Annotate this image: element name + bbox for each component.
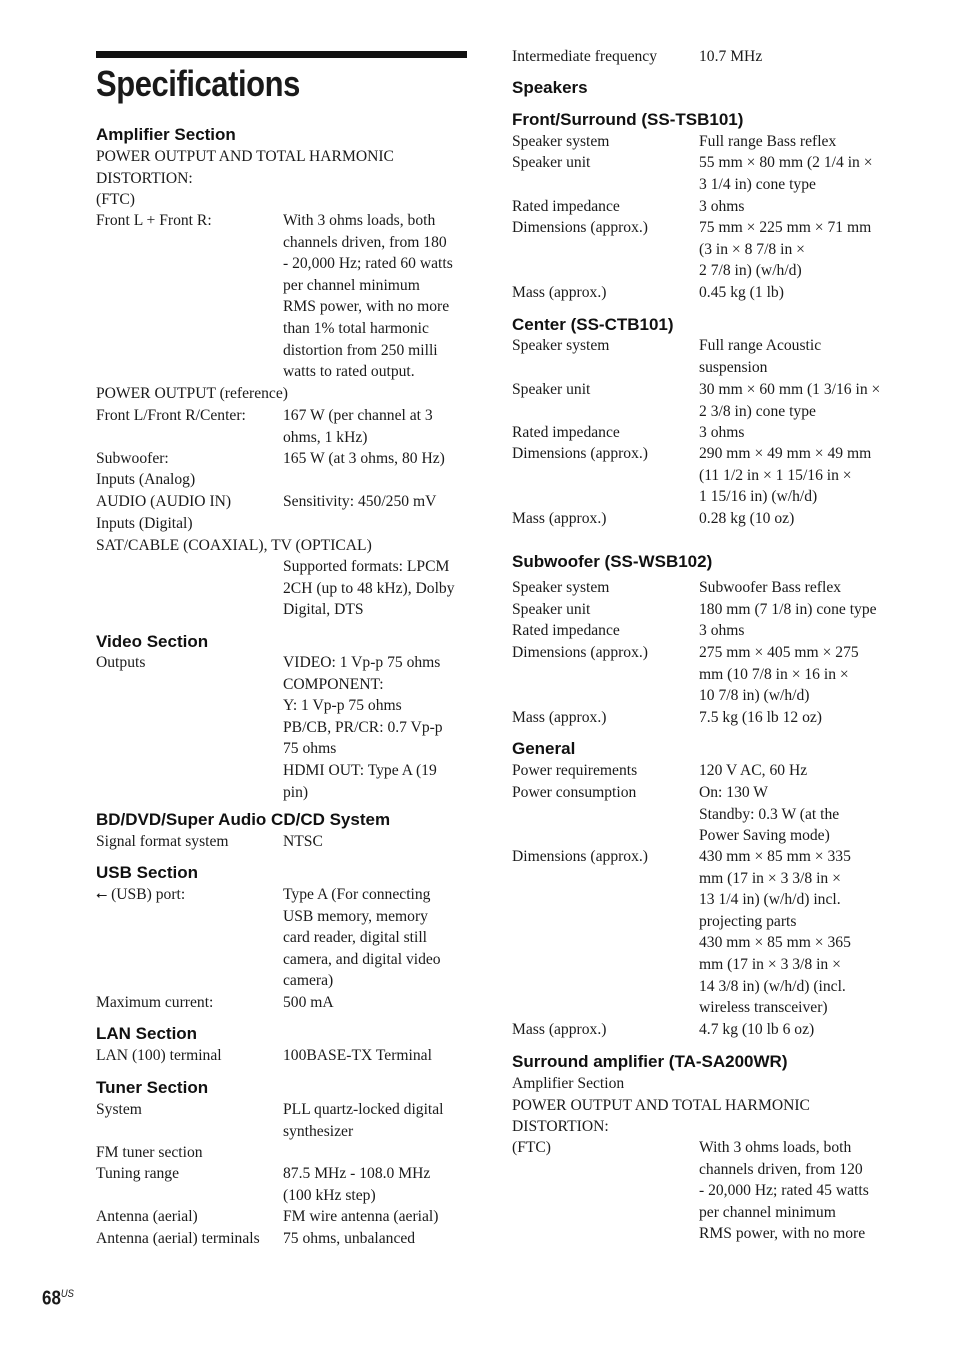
spec-value-line: 13 1/4 in) (w/h/d) incl. [699,891,841,909]
spec-label-text: Front L + Front R: [96,212,212,229]
spec-value-line: On: 130 W [699,784,769,801]
spec-row [512,620,884,642]
spec-text-line: POWER OUTPUT AND TOTAL HARMONIC [512,1096,810,1114]
spec-text-block [96,383,468,405]
section-heading: LAN Section [96,1024,198,1043]
spec-row [96,556,468,621]
spec-value [283,992,468,1014]
spec-value [283,652,468,803]
spec-label [96,448,283,470]
spec-value-line: per channel minimum [699,1203,836,1221]
spec-label [96,405,283,448]
spec-value-line: pin) [283,783,309,801]
spec-label-text: Antenna (aerial) [96,1208,198,1225]
spec-value-line: With 3 ohms loads, both [283,212,436,229]
spec-label [512,760,699,782]
spec-label [512,217,699,282]
spec-label-text: Speaker unit [512,601,591,618]
page-number-value: 68 [42,1287,61,1310]
spec-label-text: Dimensions (approx.) [512,445,648,462]
spec-value-line: 10 7/8 in) (w/h/d) [699,687,810,705]
spec-value-line: 2 7/8 in) (w/h/d) [699,262,802,280]
spec-label [512,46,699,68]
spec-value [283,1206,468,1228]
spec-value [283,1045,468,1067]
spec-label [512,508,699,530]
spec-label-text: Dimensions (approx.) [512,219,648,236]
spec-label [96,1206,283,1228]
spec-label-text: Rated impedance [512,198,620,215]
spec-label [96,1099,283,1142]
spec-value-line: 275 mm × 405 mm × 275 [699,644,859,661]
spec-value-line: camera, and digital video [283,950,441,968]
spec-value-line: 180 mm (7 1/8 in) cone type [699,601,877,618]
spec-value-line: 10.7 MHz [699,48,763,65]
spec-row [512,599,884,621]
spec-value-line: (11 1/2 in × 1 15/16 in × [699,466,852,484]
spec-value-line: Full range Bass reflex [699,133,837,150]
spec-value [699,599,884,621]
spec-value-line: 3 ohms [699,424,745,441]
spec-value-line: synthesizer [283,1122,354,1140]
spec-label-text: Dimensions (approx.) [512,848,648,865]
spec-value-line: projecting parts [699,912,797,930]
spec-value [283,556,468,621]
section-heading: BD/DVD/Super Audio CD/CD System [96,810,391,829]
spec-value-line: COMPONENT: [283,675,384,693]
spec-value-line: mm (10 7/8 in × 16 in × [699,665,849,683]
spec-value-line: Power Saving mode) [699,827,830,845]
spec-label-text: Speaker unit [512,381,591,398]
spec-value [283,1163,468,1206]
spec-row [96,831,468,853]
spec-value-line: 100BASE-TX Terminal [283,1047,432,1064]
spec-label-text: LAN (100) terminal [96,1047,222,1064]
spec-row [512,760,884,782]
spec-row [96,405,468,448]
spec-text-block [512,1073,884,1138]
spec-value-line: distortion from 250 milli [283,341,438,359]
spec-text-block [96,469,468,491]
spec-label-text: Mass (approx.) [512,709,607,726]
spec-value [699,422,884,444]
spec-value-line: 165 W (at 3 ohms, 80 Hz) [283,450,445,467]
spec-row [512,335,884,378]
spec-label [512,782,699,847]
spec-label-text: Mass (approx.) [512,510,607,527]
spec-row [512,1137,884,1245]
spec-label-text: Antenna (aerial) terminals [96,1230,260,1247]
spec-row [512,379,884,422]
spec-value-line: NTSC [283,833,323,850]
spec-text-line: FM tuner section [96,1144,203,1161]
spec-label-text: Power requirements [512,762,638,779]
spec-value-line: 430 mm × 85 mm × 365 [699,934,851,952]
spec-value-line: mm (17 in × 3 3/8 in × [699,869,841,887]
spec-label [512,642,699,707]
spec-label-text: Mass (approx.) [512,284,607,301]
spec-value-line: 3 1/4 in) cone type [699,175,816,193]
spec-value [283,210,468,383]
spec-text-line: DISTORTION: [512,1118,609,1136]
spec-label-text: Tuning range [96,1165,180,1182]
spec-value-line: 30 mm × 60 mm (1 3/16 in × [699,381,881,398]
spec-label-text: (USB) port: [107,886,186,903]
spec-row [96,1206,468,1228]
spec-label [96,491,283,513]
spec-value-line: channels driven, from 120 [699,1160,863,1178]
spec-value-line: With 3 ohms loads, both [699,1139,852,1156]
spec-value-line: (100 kHz step) [283,1186,376,1204]
spec-value [699,1019,884,1041]
spec-value [699,508,884,530]
spec-label [512,846,699,1019]
spec-value-line: PLL quartz-locked digital [283,1101,444,1118]
spec-row [96,1099,468,1142]
spec-value-line: 290 mm × 49 mm × 49 mm [699,445,872,462]
spec-label [512,577,699,599]
page-number [42,1284,74,1310]
spec-label-text: Signal format system [96,833,229,850]
spec-label [512,152,699,195]
spec-label [512,196,699,218]
section-heading: Speakers [512,78,588,97]
spec-value-line: Standby: 0.3 W (at the [699,805,840,823]
spec-value [699,782,884,847]
spec-label [96,884,283,992]
spec-label-text: Outputs [96,654,146,671]
spec-text-line: Inputs (Analog) [96,471,196,488]
spec-text-block [96,146,468,211]
spec-row [512,508,884,530]
spec-value-line: camera) [283,972,334,990]
spec-text-line: (FTC) [96,191,135,209]
spec-label [96,1045,283,1067]
spec-label-text: System [96,1101,142,1118]
spec-row [512,443,884,508]
spec-value-line: Digital, DTS [283,601,364,619]
spec-row [512,282,884,304]
spec-value-line: card reader, digital still [283,929,427,947]
spec-value-line: RMS power, with no more [283,298,450,316]
spec-label [512,131,699,153]
spec-label [96,1228,283,1250]
page-title: Specifications [96,63,300,104]
spec-value-line: 87.5 MHz - 108.0 MHz [283,1165,431,1182]
spec-text-line: Amplifier Section [512,1075,625,1092]
spec-row [96,652,468,803]
spec-value [283,1099,468,1142]
spec-value [283,831,468,853]
section-heading: Amplifier Section [96,125,236,144]
title-rule [96,51,467,58]
spec-value [699,196,884,218]
spec-label [512,282,699,304]
spec-text-line: POWER OUTPUT (reference) [96,385,288,402]
spec-value-line: (3 in × 8 7/8 in × [699,240,805,258]
spec-label-text: Mass (approx.) [512,1021,607,1038]
spec-value-line: Sensitivity: 450/250 mV [283,493,437,510]
spec-label [512,422,699,444]
spec-row [512,422,884,444]
spec-label-text: AUDIO (AUDIO IN) [96,493,232,510]
spec-value [699,335,884,378]
spec-row [512,131,884,153]
spec-value-line: 2CH (up to 48 kHz), Dolby [283,579,455,597]
spec-value [699,707,884,729]
spec-label [96,652,283,803]
spec-label-text: Speaker system [512,337,610,354]
spec-row [96,491,468,513]
spec-value-line: Type A (For connecting [283,886,431,903]
spec-value-line: 0.28 kg (10 oz) [699,510,795,527]
spec-row [512,846,884,1019]
spec-value [283,1228,468,1250]
spec-value-line: 7.5 kg (16 lb 12 oz) [699,709,822,726]
spec-value-line: 430 mm × 85 mm × 335 [699,848,851,865]
spec-label-text: Maximum current: [96,994,214,1011]
spec-value-line: 0.45 kg (1 lb) [699,284,784,301]
spec-value-line: 1 15/16 in) (w/h/d) [699,488,818,506]
spec-value [699,642,884,707]
spec-value-line: ohms, 1 kHz) [283,428,368,446]
spec-row [512,707,884,729]
spec-value [283,491,468,513]
usb-icon: ⭠ [96,887,108,903]
section-heading: Subwoofer (SS-WSB102) [512,552,713,571]
spec-label [96,831,283,853]
spec-value-line: Y: 1 Vp-p 75 ohms [283,697,402,715]
spec-row [512,1019,884,1041]
spec-value [699,217,884,282]
spec-value-line: 14 3/8 in) (w/h/d) (incl. [699,977,846,995]
spec-label [512,335,699,378]
spec-row [512,152,884,195]
spec-value-line: 75 ohms, unbalanced [283,1230,416,1247]
section-heading: Video Section [96,632,209,651]
spec-row [512,642,884,707]
spec-label [96,992,283,1014]
section-heading: Front/Surround (SS-TSB101) [512,110,744,129]
spec-value [699,443,884,508]
spec-value-line: 2 3/8 in) cone type [699,402,816,420]
spec-value-line: 55 mm × 80 mm (2 1/4 in × [699,154,873,171]
spec-label-text: Dimensions (approx.) [512,644,648,661]
spec-value-line: VIDEO: 1 Vp-p 75 ohms [283,654,441,671]
spec-label [512,1137,699,1245]
spec-label [512,379,699,422]
spec-value [699,131,884,153]
spec-value [699,760,884,782]
spec-row [512,782,884,847]
spec-value-line: 75 mm × 225 mm × 71 mm [699,219,872,236]
spec-text-block [96,1142,468,1164]
spec-value-line: suspension [699,358,768,376]
spec-label-text: Speaker system [512,133,610,150]
spec-row [96,992,468,1014]
spec-label [96,1163,283,1206]
page-region-suffix: US [60,1288,74,1300]
spec-value-line: 167 W (per channel at 3 [283,407,433,424]
spec-label [96,210,283,383]
spec-value [699,379,884,422]
spec-label-text: Subwoofer: [96,450,169,467]
spec-label [512,599,699,621]
spec-value-line: - 20,000 Hz; rated 60 watts [283,255,453,273]
spec-label [512,1019,699,1041]
spec-value-line: 3 ohms [699,198,745,215]
spec-label [512,620,699,642]
spec-label-text: Power consumption [512,784,637,801]
spec-value [699,282,884,304]
spec-row [96,1045,468,1067]
spec-value-line: Full range Acoustic [699,337,822,354]
spec-value-line: PB/CB, PR/CR: 0.7 Vp-p [283,718,443,736]
spec-row [512,577,884,599]
spec-value [699,152,884,195]
spec-value-line: 4.7 kg (10 lb 6 oz) [699,1021,815,1038]
spec-label [512,443,699,508]
section-heading: Center (SS-CTB101) [512,315,674,334]
spec-row [512,196,884,218]
spec-label-text: Rated impedance [512,622,620,639]
section-heading: Tuner Section [96,1078,209,1097]
spec-text-line: POWER OUTPUT AND TOTAL HARMONIC [96,148,394,165]
spec-value-line: USB memory, memory [283,907,428,925]
spec-value-line: Subwoofer Bass reflex [699,579,842,596]
spec-label [96,556,283,621]
spec-value-line: mm (17 in × 3 3/8 in × [699,955,841,973]
spec-value [283,448,468,470]
spec-value [699,46,884,68]
section-heading: Surround amplifier (TA-SA200WR) [512,1052,788,1071]
spec-label-text: Speaker system [512,579,610,596]
spec-row [96,1228,468,1250]
spec-value-line: RMS power, with no more [699,1225,866,1243]
spec-value-line: channels driven, from 180 [283,233,447,251]
spec-value-line: watts to rated output. [283,363,415,381]
spec-value-line: per channel minimum [283,276,420,294]
spec-value-line: 500 mA [283,994,334,1011]
spec-value-line: wireless transceiver) [699,999,828,1017]
spec-value-line: - 20,000 Hz; rated 45 watts [699,1182,869,1200]
spec-value-line: HDMI OUT: Type A (19 [283,761,437,779]
spec-value [699,620,884,642]
spec-row [96,210,468,383]
spec-label-text: Speaker unit [512,154,591,171]
spec-text-line: DISTORTION: [96,169,193,187]
spec-row [96,884,468,992]
spec-value-line: 120 V AC, 60 Hz [699,762,808,779]
spec-text-block [96,513,468,556]
spec-value-line: 3 ohms [699,622,745,639]
spec-row [512,46,884,68]
spec-label-text: Intermediate frequency [512,48,658,65]
spec-label [512,707,699,729]
spec-text-line: SAT/CABLE (COAXIAL), TV (OPTICAL) [96,536,372,554]
spec-value [699,577,884,599]
spec-value-line: 75 ohms [283,740,337,758]
section-heading: USB Section [96,863,199,882]
spec-value [699,846,884,1019]
spec-label-text: Rated impedance [512,424,620,441]
spec-row [512,217,884,282]
spec-value-line: than 1% total harmonic [283,319,429,337]
spec-value [283,405,468,448]
spec-value [699,1137,884,1245]
spec-label-text: Front L/Front R/Center: [96,407,246,424]
section-heading: General [512,739,576,758]
spec-row [96,1163,468,1206]
spec-text-line: Inputs (Digital) [96,515,193,532]
spec-value-line: Supported formats: LPCM [283,558,450,575]
spec-label-text: (FTC) [512,1139,551,1156]
spec-value [283,884,468,992]
spec-row [96,448,468,470]
spec-value-line: FM wire antenna (aerial) [283,1208,439,1225]
